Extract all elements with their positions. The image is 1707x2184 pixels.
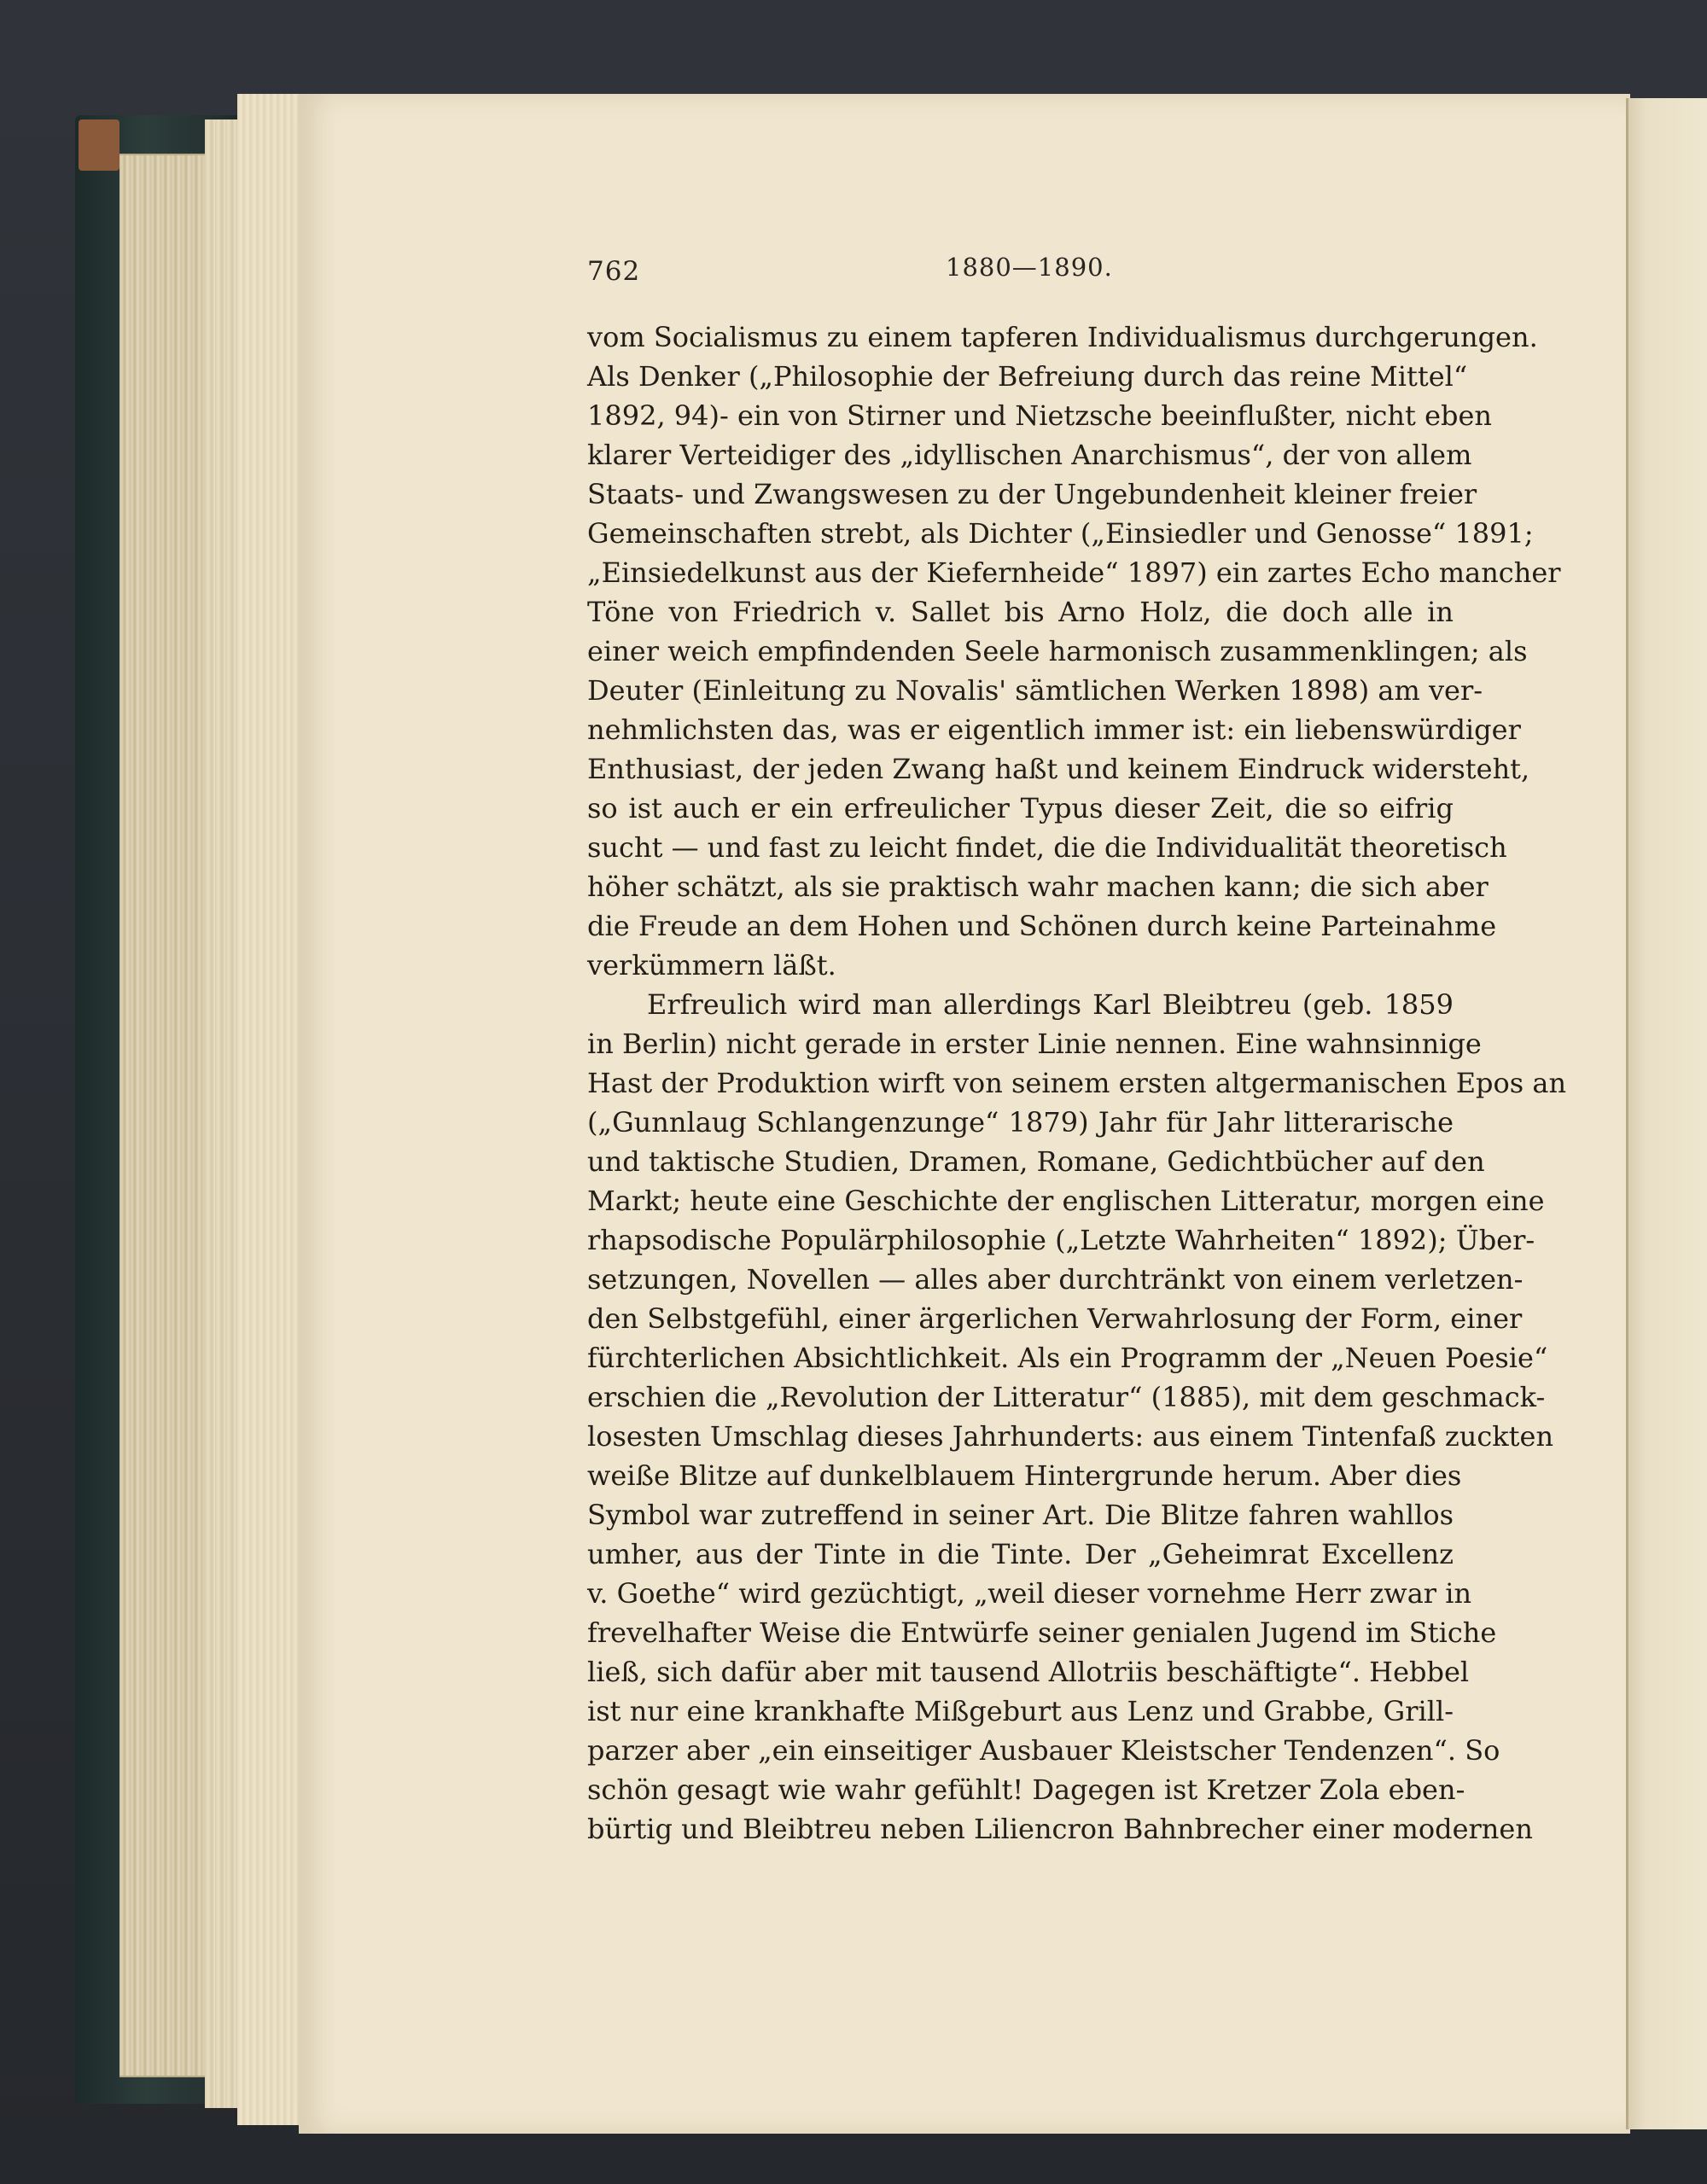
text-line: höher schätzt, als sie praktisch wahr machen kann; die sich aber: [587, 871, 1489, 903]
page-edges-top: [237, 94, 301, 2125]
text-line: so ist auch er ein erfreulicher Typus dieser Zeit, die so eifrig: [587, 792, 1454, 824]
text-line: ließ, sich dafür aber mit tausend Allotriis beschäftigte“. Hebbel: [587, 1656, 1470, 1688]
text-line: vom Socialismus zu einem tapferen Individualismus durchgerungen.: [587, 321, 1538, 353]
text-line: sucht — und fast zu leicht findet, die die Individualität theoretisch: [587, 831, 1507, 864]
text-line: klarer Verteidiger des „idyllischen Anarchismus“, der von allem: [587, 439, 1472, 471]
text-line: Töne von Friedrich v. Sallet bis Arno Holz, die doch alle in: [587, 596, 1454, 628]
text-line: Hast der Produktion wirft von seinem ersten altgermanischen Epos an: [587, 1067, 1567, 1099]
facing-page-edge: [1626, 98, 1707, 2129]
text-line: Enthusiast, der jeden Zwang haßt und keinem Eindruck widersteht,: [587, 753, 1530, 785]
text-line: fürchterlichen Absichtlichkeit. Als ein Programm der „Neuen Poesie“: [587, 1342, 1548, 1374]
text-line: setzungen, Novellen — alles aber durchtränkt von einem verletzen-: [587, 1263, 1523, 1296]
body-text: [587, 317, 1567, 1849]
text-line: Markt; heute eine Geschichte der englischen Litteratur, morgen eine: [587, 1185, 1545, 1217]
text-line: den Selbstgefühl, einer ärgerlichen Verwahrlosung der Form, einer: [587, 1302, 1523, 1335]
running-head: 1880—1890.: [946, 253, 1113, 282]
text-line: frevelhafter Weise die Entwürfe seiner genialen Jugend im Stiche: [587, 1616, 1497, 1649]
text-line: losesten Umschlag dieses Jahrhunderts: aus einem Tintenfaß zuckten: [587, 1420, 1554, 1453]
text-line: Staats- und Zwangswesen zu der Ungebundenheit kleiner freier: [587, 478, 1477, 510]
text-line: ist nur eine krankhafte Mißgeburt aus Lenz und Grabbe, Grill-: [587, 1695, 1454, 1727]
paragraph-end-line: verkümmern läßt.: [587, 949, 836, 981]
gutter-line: [1626, 98, 1628, 2129]
text-line: rhapsodische Populärphilosophie („Letzte Wahrheiten“ 1892); Über-: [587, 1224, 1535, 1256]
text-line: einer weich empfindenden Seele harmonisch zusammenklingen; als: [587, 635, 1528, 667]
text-line: „Einsiedelkunst aus der Kiefernheide“ 1897) ein zartes Echo mancher: [587, 556, 1561, 589]
text-line: bürtig und Bleibtreu neben Liliencron Bahnbrecher einer modernen: [587, 1813, 1533, 1845]
page-header: [587, 253, 1458, 299]
text-line: parzer aber „ein einseitiger Ausbauer Kleistscher Tendenzen“. So: [587, 1734, 1500, 1767]
text-line: in Berlin) nicht gerade in erster Linie nennen. Eine wahnsinnige: [587, 1028, 1482, 1060]
text-line: erschien die „Revolution der Litteratur“ (1885), mit dem geschmack-: [587, 1381, 1546, 1413]
text-line: 1892, 94)- ein von Stirner und Nietzsche beeinflußter, nicht eben: [587, 399, 1493, 432]
text-line: die Freude an dem Hohen und Schönen durch keine Parteinahme: [587, 910, 1497, 942]
text-line: schön gesagt wie wahr gefühlt! Dagegen ist Kretzer Zola eben-: [587, 1773, 1465, 1806]
text-line: Deuter (Einleitung zu Novalis' sämtlichen Werken 1898) am ver-: [587, 674, 1483, 707]
text-line: Gemeinschaften strebt, als Dichter („Einsiedler und Genosse“ 1891;: [587, 517, 1534, 550]
text-line: weiße Blitze auf dunkelblauem Hintergrunde herum. Aber dies: [587, 1459, 1462, 1492]
page-number: 762: [587, 256, 641, 287]
text-line: Symbol war zutreffend in seiner Art. Die Blitze fahren wahllos: [587, 1499, 1454, 1531]
text-line: nehmlichsten das, was er eigentlich immer ist: ein liebenswürdiger: [587, 713, 1521, 746]
text-line: und taktische Studien, Dramen, Romane, Gedichtbücher auf den: [587, 1145, 1485, 1178]
text-line: („Gunnlaug Schlangenzunge“ 1879) Jahr für Jahr litterarische: [587, 1106, 1454, 1139]
paragraph-start-line: Erfreulich wird man allerdings Karl Bleibtreu (geb. 1859: [647, 988, 1454, 1021]
text-line: umher, aus der Tinte in die Tinte. Der „Geheimrat Excellenz: [587, 1538, 1454, 1570]
text-line: Als Denker („Philosophie der Befreiung durch das reine Mittel“: [587, 360, 1468, 393]
book-cover-corner: [79, 119, 119, 171]
text-line: v. Goethe“ wird gezüchtigt, „weil dieser vornehme Herr zwar in: [587, 1577, 1472, 1610]
